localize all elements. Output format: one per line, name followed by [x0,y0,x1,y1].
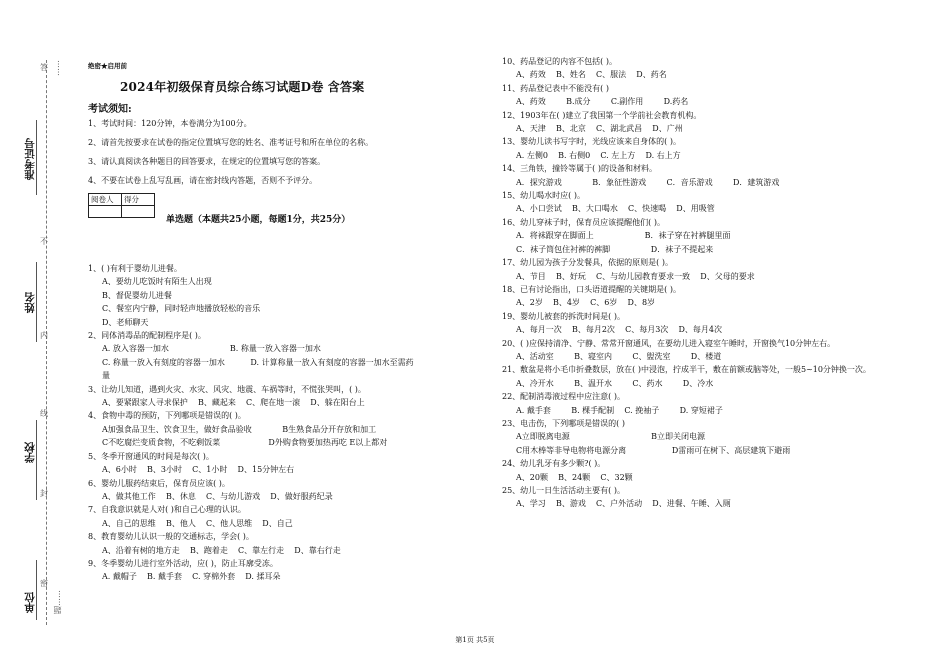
answer-options: A. 戴手套 B. 棵手配制 C. 挽袖子 D. 穿短裙子 [516,405,723,415]
question-text: 18、已有讨论指出，口头语道提醒的关键期是( )。 [502,284,681,294]
seal-mark-answer: 答 [40,63,48,72]
question-item [88,450,488,477]
question-item [502,484,922,511]
question-text: 5、冬季开窗通风的时间是每次( )。 [88,451,214,461]
seal-mark-not: 不 [40,237,48,246]
question-text: 8、教育婴幼儿认识一般的交通标志，学会( )。 [88,532,254,542]
right-question-column [502,55,922,511]
seal-mark-secret: 密 [40,579,48,588]
answer-options: A. 左侧0 B. 右侧0 C. 左上方 D. 右上方 [516,150,681,160]
question-item [502,390,922,417]
answer-options: A、6小时 B、3小时 C、1小时 D、15分钟左右 [102,465,295,475]
question-item [502,82,922,109]
answer-options: A、每月一次 B、每月2次 C、每月3次 D、每月4次 [516,325,722,335]
answer-options: A、学习 B、游戏 C、户外活动 D、进餐、午睡、入厕 [516,499,731,509]
question-item [88,262,488,329]
grader-cell: 阅卷人 [89,194,122,206]
left-question-column [88,262,488,584]
notice-item: 4、不要在试卷上乱写乱画，请在密封线内答题，否则不予评分。 [88,176,318,185]
question-text: 15、幼儿喝水时应( )。 [502,191,585,201]
notice-item: 2、请首先按要求在试卷的指定位置填写您的姓名、准考证号和所在单位的名称。 [88,138,374,147]
question-item [502,310,922,337]
answer-options: D、老师聊天 [102,317,149,327]
answer-options: A. 戴帽子 B. 戴手套 C. 穿棉外套 D. 揉耳朵 [102,572,281,582]
question-text: 17、幼儿园为孩子分发餐具，依据的原则是( )。 [502,258,673,268]
question-text: 14、三角铁，撞铃等属于( )的设备和材料。 [502,164,657,174]
question-text: 16、幼儿穿袜子时，保育员应该提醒他们( )。 [502,217,665,227]
question-text: 9、冬季婴幼儿进行室外活动，应( )，防止耳廓受冻。 [88,558,278,568]
question-text: 25、幼儿一日生活活动主要有( )。 [502,486,625,495]
question-text: 4、食物中毒的预防，下列哪项是错误的( )。 [88,411,246,421]
exam-id-label: 准考证号 [24,138,36,180]
answer-options: A、药效 B.成分 C.副作用 D.药名 [516,97,689,107]
answer-options: B、督促婴幼儿进餐 [102,290,172,300]
question-item [502,109,922,136]
question-text: 23、电击伤，下列哪项是错误的( ) [502,418,625,428]
question-text: 20、( )应保持清净、宁静、常常开窗通风，在要幼儿进入寝室午睡时，开窗换气10分钟左右。 [502,338,836,348]
question-text: 21、敷盆是将小毛巾折叠数层，放在( )中浸泡，拧成半干，敷在前额或脑等处，一般5~10分钟换一次。 [502,365,871,375]
unit-label: 单位 [24,592,36,613]
answer-options: A、自己的思维 B、他人 C、他人思维 D、自己 [102,518,293,528]
answer-options: C、餐室内宁静，同时轻声地播放轻松的音乐 [102,304,261,314]
answer-options: A、药效 B、姓名 C、服法 D、药名 [516,70,667,80]
question-item [88,557,488,584]
answer-options: C用木棒等非导电物将电源分离 D雷雨可在树下、高层建筑下避雨 [516,445,791,455]
question-item [502,283,922,310]
answer-options: A、做其他工作 B、休息 C、与幼儿游戏 D、做好服药纪录 [102,491,333,501]
score-table [88,193,155,218]
question-item [502,363,922,390]
question-text: 13、婴幼儿读书写字时，光线应该来自身体的( )。 [502,137,681,147]
question-text: 1、( )有利于婴幼儿进餐。 [88,264,182,273]
answer-options: A、小口尝试 B、大口喝水 C、快速喝 D、用吸管 [516,204,715,214]
answer-options: A、天津 B、北京 C、湖北武昌 D、广州 [516,124,683,134]
question-item [502,189,922,216]
seal-mark-seal: 封 [40,489,48,498]
notice-item: 3、请认真阅读各种题目的回答要求，在规定的位置填写您的答案。 [88,157,326,166]
question-item [502,457,922,484]
question-text: 2、同体消毒品的配制程序是( )。 [88,331,206,341]
seal-mark-inside: 内 [40,331,48,340]
answer-options: A、冷开水 B、温开水 C、药水 D、冷水 [516,378,714,388]
answer-options: A．探究游戏 B．象征性游戏 C．音乐游戏 D．建筑游戏 [516,177,780,187]
question-text: 3、让幼儿知道，遇到火灾、水灾、风灾、地震、车祸等时，不慌张哭叫，( )。 [88,384,366,394]
question-text: 11、药品登记表中不能没有( ) [502,83,609,93]
answer-options: A、要幼儿吃饭时有陌生人出现 [102,277,212,287]
question-text: 24、幼儿乳牙有多少颗?( )。 [502,459,606,469]
answer-options: C．袜子筒包住衬裤的裤脚 D．袜子不提起来 [516,244,714,254]
answer-options: A加强食品卫生、饮食卫生，做好食品验收 B生熟食品分开存放和加工 [102,424,377,434]
question-item [88,530,488,557]
question-item [502,135,922,162]
answer-options: A、2岁 B、4岁 C、6岁 D、8岁 [516,298,656,308]
question-item [88,383,488,410]
notice-item: 1、考试时间：120分钟，本卷满分为100分。 [88,119,252,128]
name-label: 姓名 [24,292,36,313]
side-question-mark: 题…… [53,590,62,614]
question-item [88,409,488,449]
school-label: 学校 [24,442,36,463]
score-cell: 得分 [122,194,155,206]
answer-options: A、20颗 B、24颗 C、32颗 [516,472,633,482]
question-item [88,503,488,530]
question-text: 7、自我意识就是人对( )和自己心理的认识。 [88,505,246,515]
page-number: 第1页 共5页 [455,636,495,644]
question-text: 10、药品登记的内容不包括( )。 [502,57,617,66]
answer-options: A立即脱离电源 B立即关闭电源 [516,432,706,442]
side-dots-top: …… [52,60,61,76]
question-item [502,417,922,457]
question-item [502,162,922,189]
notice-heading: 考试须知: [88,104,132,115]
question-text: 19、婴幼儿被套的拆洗时间是( )。 [502,311,625,321]
page-title: 2024年初级保育员综合练习试题D卷 含答案 [120,80,365,94]
answer-options: 量 [102,371,110,381]
question-item [502,55,922,82]
answer-options: A、沿着有树的地方走 B、跑着走 C、靠左行走 D、靠右行走 [102,545,341,555]
seal-mark-line: 线 [40,409,48,418]
secret-label: 绝密★启用前 [88,62,127,70]
answer-options: A、要紧跟家人寻求保护 B、藏起来 C、爬在地一滚 D、躲在阳台上 [102,398,365,408]
question-item [502,216,922,256]
seal-line [46,60,47,625]
answer-options: A. 放入容器一加水 B. 称量一放入容器一加水 [102,344,321,354]
section-heading: 单选题（本题共25小题，每题1分，共25分） [166,215,351,225]
answer-options: C不吃腐烂变质食物，不吃剩饭菜 D外购食物要加热再吃 E以上都对 [102,438,388,448]
answer-options: A．将袜跟穿在脚面上 B．袜子穿在衬裤腿里面 [516,231,731,241]
score-blank [122,206,155,218]
answer-options: C. 称量一放入有刻度的容器一加水 D. 计算称量一放入有刻度的容器一加水至需药 [102,357,414,367]
question-item [502,256,922,283]
answer-options: A、节目 B、好玩 C、与幼儿园教育要求一致 D、父母的要求 [516,271,755,281]
question-item [88,329,488,383]
answer-options: A、活动室 B、寝室内 C、盥洗室 D、楼道 [516,351,722,361]
question-text: 22、配制消毒液过程中应注意( )。 [502,392,625,402]
question-item [502,337,922,364]
binding-strip [0,0,70,671]
question-text: 6、婴幼儿服药结束后，保育员应该( )。 [88,478,230,488]
grader-blank [89,206,122,218]
question-item [88,477,488,504]
question-text: 12、1903年在( )建立了我国第一个学前社会教育机构。 [502,110,702,120]
